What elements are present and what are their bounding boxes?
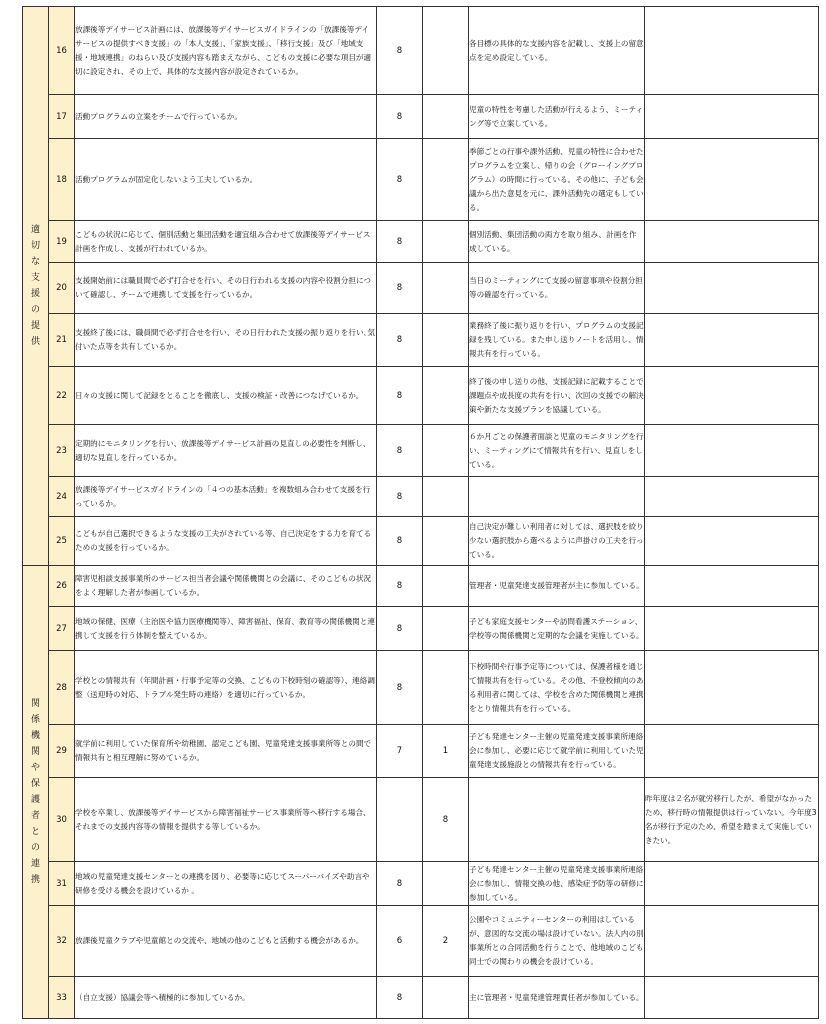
question-text: こどもが自己選択できるような支援の工夫がされている等、自己決定をする力を育てるための支援を行っているか。 xyxy=(75,529,372,552)
row-number-cell xyxy=(49,425,75,477)
row-number: 32 xyxy=(56,936,67,946)
comment-text-cell xyxy=(469,607,645,651)
comment-text: 子ども発達センター主催の児童発達支援事業所連絡会に参加し、必要に応じて就学前に利用していた児童発達支援施設との情報共有を行っている。 xyxy=(469,732,644,769)
improvement-note-cell xyxy=(645,139,819,221)
yes-count-cell xyxy=(377,95,423,139)
row-number: 24 xyxy=(56,491,67,502)
table-row xyxy=(23,425,819,477)
table-row xyxy=(23,566,819,607)
row-number-cell xyxy=(49,221,75,263)
improvement-note-cell xyxy=(645,607,819,651)
yes-count: 6 xyxy=(396,936,403,946)
improvement-note-cell xyxy=(645,221,819,263)
question-text-cell xyxy=(75,314,377,367)
question-text: 活動プログラムの立案をチームで行っているか。 xyxy=(75,111,242,121)
yes-count: 8 xyxy=(396,111,403,122)
yes-count: 8 xyxy=(396,390,403,401)
yes-count-cell xyxy=(377,977,423,1019)
improvement-note-cell xyxy=(645,778,819,862)
improvement-note-cell xyxy=(645,906,819,977)
question-text-cell xyxy=(75,425,377,477)
yes-count-cell xyxy=(377,314,423,367)
comment-text-cell xyxy=(469,778,645,862)
question-text: 放課後等デイサービス計画には、放課後等デイサービスガイドラインの「放課後等デイサービスの提供すべき支援」の「本人支援」、「家族支援」、「移行支援」及び「地域支援・地域連携」のねらい及び支援内容も踏まえながら、こどもの支援に必要な項目が適切に設定され、その上で、具体的な支援内容が設定されているか。 xyxy=(75,24,372,76)
improvement-note-cell xyxy=(645,425,819,477)
improvement-note-cell xyxy=(645,725,819,778)
row-number: 16 xyxy=(56,45,67,56)
row-number-cell xyxy=(49,778,75,862)
category-cell xyxy=(23,566,49,1019)
question-text-cell xyxy=(75,477,377,517)
question-text: 地域の児童発達支援センターとの連携を図り、必要等に応じてスーパーバイズや助言や研修を受ける機会を設けているか 。 xyxy=(75,871,370,895)
comment-text-cell xyxy=(469,977,645,1019)
yes-count: 8 xyxy=(396,45,403,56)
comment-text: 各目標の具体的な支援内容を記載し、支援上の留意点を定め設定している。 xyxy=(469,38,644,62)
question-text: 障害児相談支援事業所のサービス担当者会議や関係機関との会議に、そのこどもの状況をよく理解した者が参画しているか。 xyxy=(75,574,372,597)
comment-text: 自己決定が難しい利用者に対しては、選択肢を絞り少ない選択肢から選べるように声掛けの工夫を行っている。 xyxy=(469,522,644,559)
no-count-cell xyxy=(423,862,469,906)
row-number-cell xyxy=(49,477,75,517)
question-text-cell xyxy=(75,566,377,607)
table-row xyxy=(23,367,819,425)
category-label: 適切な支援の提供 xyxy=(30,225,40,347)
comment-text: 子ども家庭支援センターや訪問看護ステーション、学校等の関係機関と定期的な会議を実施している。 xyxy=(469,616,644,640)
no-count-cell xyxy=(423,367,469,425)
no-count: 8 xyxy=(442,814,449,825)
no-count: 1 xyxy=(442,746,449,756)
improvement-note-cell xyxy=(645,977,819,1019)
table-body xyxy=(23,7,819,1019)
comment-text: 主に管理者・児童発達管理責任者が参加している。 xyxy=(469,992,644,1002)
row-number-cell xyxy=(49,607,75,651)
row-number-cell xyxy=(49,977,75,1019)
row-number: 31 xyxy=(56,878,67,889)
yes-count: 8 xyxy=(396,992,403,1003)
row-number-cell xyxy=(49,906,75,977)
yes-count: 8 xyxy=(396,174,403,185)
yes-count: 8 xyxy=(396,536,403,546)
question-text-cell xyxy=(75,778,377,862)
no-count-cell xyxy=(423,95,469,139)
table-row xyxy=(23,977,819,1019)
row-number-cell xyxy=(49,566,75,607)
yes-count: 8 xyxy=(396,491,403,502)
comment-text-cell xyxy=(469,221,645,263)
evaluation-table xyxy=(22,6,819,1019)
no-count-cell xyxy=(423,778,469,862)
row-number: 17 xyxy=(56,111,67,122)
no-count: 2 xyxy=(442,936,449,946)
question-text: 放課後等デイサービスガイドラインの「４つの基本活動」を複数組み合わせて支援を行っているか。 xyxy=(75,484,371,508)
yes-count-cell xyxy=(377,367,423,425)
question-text-cell xyxy=(75,367,377,425)
row-number: 30 xyxy=(56,814,67,825)
comment-text-cell xyxy=(469,425,645,477)
row-number: 22 xyxy=(56,390,67,401)
no-count-cell xyxy=(423,607,469,651)
question-text-cell xyxy=(75,906,377,977)
question-text: 放課後児童クラブや児童館との交流や、地域の他のこどもと活動する機会があるか。 xyxy=(75,936,364,945)
row-number: 19 xyxy=(56,236,67,247)
table-row xyxy=(23,477,819,517)
table-row xyxy=(23,651,819,725)
improvement-note-cell xyxy=(645,314,819,367)
improvement-note-cell xyxy=(645,651,819,725)
category-cell xyxy=(23,7,49,566)
row-number-cell xyxy=(49,95,75,139)
no-count-cell xyxy=(423,7,469,95)
row-number-cell xyxy=(49,725,75,778)
question-text-cell xyxy=(75,7,377,95)
comment-text: 公園やコミュニティーセンターの利用はしているが、意図的な交流の場は設けていない。法人内の別事業所との合同活動を行うことで、他地域のこども同士での関わりの機会を設けている。 xyxy=(469,915,644,966)
table-row xyxy=(23,517,819,566)
question-text-cell xyxy=(75,862,377,906)
category-label: 関係機関や保護者との連携 xyxy=(30,699,40,885)
yes-count-cell xyxy=(377,607,423,651)
comment-text-cell xyxy=(469,517,645,566)
row-number: 27 xyxy=(56,623,67,634)
yes-count-cell xyxy=(377,477,423,517)
yes-count: 8 xyxy=(396,283,403,293)
comment-text: ６か月ごとの保護者面談と児童のモニタリングを行い、ミーティングにて情報共有を行い、見直しをしている。 xyxy=(469,431,644,469)
row-number: 20 xyxy=(56,283,67,293)
yes-count-cell xyxy=(377,566,423,607)
question-text: 活動プログラムが固定化しないよう工夫しているか。 xyxy=(75,174,258,184)
question-text-cell xyxy=(75,607,377,651)
yes-count-cell xyxy=(377,263,423,314)
comment-text-cell xyxy=(469,314,645,367)
question-text-cell xyxy=(75,977,377,1019)
no-count-cell xyxy=(423,517,469,566)
yes-count: 7 xyxy=(396,746,403,756)
comment-text-cell xyxy=(469,95,645,139)
row-number: 29 xyxy=(56,746,67,756)
no-count-cell xyxy=(423,425,469,477)
yes-count-cell xyxy=(377,862,423,906)
no-count-cell xyxy=(423,263,469,314)
question-text: 支援終了後には、職員間で必ず打合せを行い、その日行われた支援の振り返りを行い､気付いた点等を共有しているか。 xyxy=(75,328,375,351)
question-text: こどもの状況に応じて、個別活動と集団活動を適宜組み合わせて放課後等デイサービス計画を作成し、支援が行われているか。 xyxy=(75,229,371,253)
comment-text-cell xyxy=(469,566,645,607)
comment-text: 個別活動、集団活動の両方を取り組み、計画を作成している。 xyxy=(469,229,637,253)
yes-count: 8 xyxy=(396,682,403,693)
yes-count-cell xyxy=(377,906,423,977)
improvement-note-cell xyxy=(645,566,819,607)
improvement-note-cell xyxy=(645,367,819,425)
no-count-cell xyxy=(423,906,469,977)
no-count-cell xyxy=(423,566,469,607)
question-text: 日々の支援に関して記録をとることを徹底し、支援の検証・改善につなげているか。 xyxy=(75,390,364,400)
yes-count: 8 xyxy=(396,581,403,591)
table-row xyxy=(23,7,819,95)
improvement-note-cell xyxy=(645,517,819,566)
yes-count-cell xyxy=(377,7,423,95)
comment-text-cell xyxy=(469,651,645,725)
yes-count-cell xyxy=(377,517,423,566)
no-count-cell xyxy=(423,221,469,263)
comment-text-cell xyxy=(469,7,645,95)
question-text-cell xyxy=(75,725,377,778)
table-row xyxy=(23,725,819,778)
question-text: 学校との情報共有（年間計画・行事予定等の交換、こどもの下校時刻の確認等）、連絡調整（送迎時の対応、トラブル発生時の連絡）を適切に行っているか。 xyxy=(75,675,375,699)
question-text-cell xyxy=(75,139,377,221)
improvement-note: 昨年度は２名が就労移行したが、希望がなかったため、移行時の情報提供は行っていない。今年度3名が移行予定のため、希望を踏まえて実施していきたい。 xyxy=(645,793,817,845)
question-text: 就学前に利用していた保育所や幼稚園、認定こども園、児童発達支援事業所等との間で情報共有と相互理解に努めているか。 xyxy=(75,739,372,762)
table-row xyxy=(23,607,819,651)
row-number-cell xyxy=(49,7,75,95)
question-text: 定期的にモニタリングを行い、放課後等デイサービス計画の見直しの必要性を判断し、適切な見直しを行っているか。 xyxy=(75,438,371,462)
comment-text-cell xyxy=(469,906,645,977)
yes-count-cell xyxy=(377,651,423,725)
comment-text-cell xyxy=(469,139,645,221)
no-count-cell xyxy=(423,651,469,725)
row-number: 26 xyxy=(56,581,67,591)
row-number-cell xyxy=(49,367,75,425)
row-number-cell xyxy=(49,862,75,906)
improvement-note-cell xyxy=(645,7,819,95)
comment-text: 季節ごとの行事や課外活動、児童の特性に合わせたプログラムを立案し、帰りの会（グローイングプログラム）の時間に行っている。その他に、子ども会議から出た意見を元に、課外活動先の選定もしている。 xyxy=(469,146,644,212)
table-row xyxy=(23,778,819,862)
question-text-cell xyxy=(75,221,377,263)
question-text-cell xyxy=(75,651,377,725)
yes-count: 8 xyxy=(396,878,403,889)
row-number: 28 xyxy=(56,682,67,693)
yes-count-cell xyxy=(377,425,423,477)
row-number: 23 xyxy=(56,445,67,456)
yes-count: 8 xyxy=(396,236,403,247)
row-number: 33 xyxy=(56,992,67,1003)
question-text: 学校を卒業し、放課後等デイサービスから障害福祉サービス事業所等へ移行する場合、それまでの支援内容等の情報を提供する等しているか。 xyxy=(75,807,371,831)
question-text-cell xyxy=(75,517,377,566)
comment-text-cell xyxy=(469,367,645,425)
comment-text: 管理者・児童発達支援管理者が主に参加している。 xyxy=(469,581,644,590)
table-row xyxy=(23,95,819,139)
no-count-cell xyxy=(423,139,469,221)
question-text: （自立支援）協議会等へ積極的に参加しているか。 xyxy=(75,992,250,1002)
row-number: 21 xyxy=(56,335,67,345)
comment-text-cell xyxy=(469,862,645,906)
improvement-note-cell xyxy=(645,862,819,906)
comment-text: 業務終了後に振り返りを行い、プログラムの支援記録を残している。また申し送りノートを活用し、情報共有を行っている。 xyxy=(469,321,644,358)
comment-text-cell xyxy=(469,725,645,778)
yes-count-cell xyxy=(377,221,423,263)
row-number: 25 xyxy=(56,536,67,546)
question-text-cell xyxy=(75,263,377,314)
comment-text: 終了後の申し送りの他、支援記録に記載することで課題点や成長度の共有を行い、次回の支援での解決策や新たな支援プランを協議している。 xyxy=(469,376,644,414)
table-row xyxy=(23,139,819,221)
no-count-cell xyxy=(423,725,469,778)
yes-count-cell xyxy=(377,139,423,221)
question-text: 地域の保健、医療（主治医や協力医療機関等）、障害福祉、保育、教育等の関係機関と連携して支援を行う体制を整えているか。 xyxy=(75,616,375,640)
row-number-cell xyxy=(49,517,75,566)
yes-count-cell xyxy=(377,725,423,778)
no-count-cell xyxy=(423,977,469,1019)
row-number-cell xyxy=(49,314,75,367)
improvement-note-cell xyxy=(645,477,819,517)
row-number-cell xyxy=(49,263,75,314)
question-text-cell xyxy=(75,95,377,139)
improvement-note-cell xyxy=(645,263,819,314)
table-row xyxy=(23,221,819,263)
no-count-cell xyxy=(423,314,469,367)
row-number-cell xyxy=(49,139,75,221)
comment-text-cell xyxy=(469,477,645,517)
comment-text-cell xyxy=(469,263,645,314)
question-text: 支援開始前には職員間で必ず打合せを行い、その日行われる支援の内容や役割分担について確認し、チームで連携して支援を行っているか。 xyxy=(75,276,371,299)
comment-text: 子ども発達センター主催の児童発達支援事業所連絡会に参加し、情報交換の他、感染症予防等の研修に参加している。 xyxy=(469,864,644,902)
yes-count: 8 xyxy=(396,335,403,345)
comment-text: 下校時間や行事予定等については、保護者様を通じて情報共有を行っている。その他、不登校傾向のある利用者に関しては、学校を含めた関係機関と連携をとり情報共有を行っている。 xyxy=(469,661,644,713)
table-row xyxy=(23,906,819,977)
table-row xyxy=(23,263,819,314)
improvement-note-cell xyxy=(645,95,819,139)
yes-count: 8 xyxy=(396,623,403,634)
comment-text: 児童の特性を考慮した活動が行えるよう、ミーティング等で立案している。 xyxy=(469,104,644,128)
comment-text: 当日のミーティングにて支援の留意事項や役割分担等の確認を行っている。 xyxy=(469,276,643,299)
no-count-cell xyxy=(423,477,469,517)
table-row xyxy=(23,314,819,367)
table-row xyxy=(23,862,819,906)
yes-count-cell xyxy=(377,778,423,862)
yes-count: 8 xyxy=(396,445,403,456)
row-number-cell xyxy=(49,651,75,725)
row-number: 18 xyxy=(56,174,67,185)
